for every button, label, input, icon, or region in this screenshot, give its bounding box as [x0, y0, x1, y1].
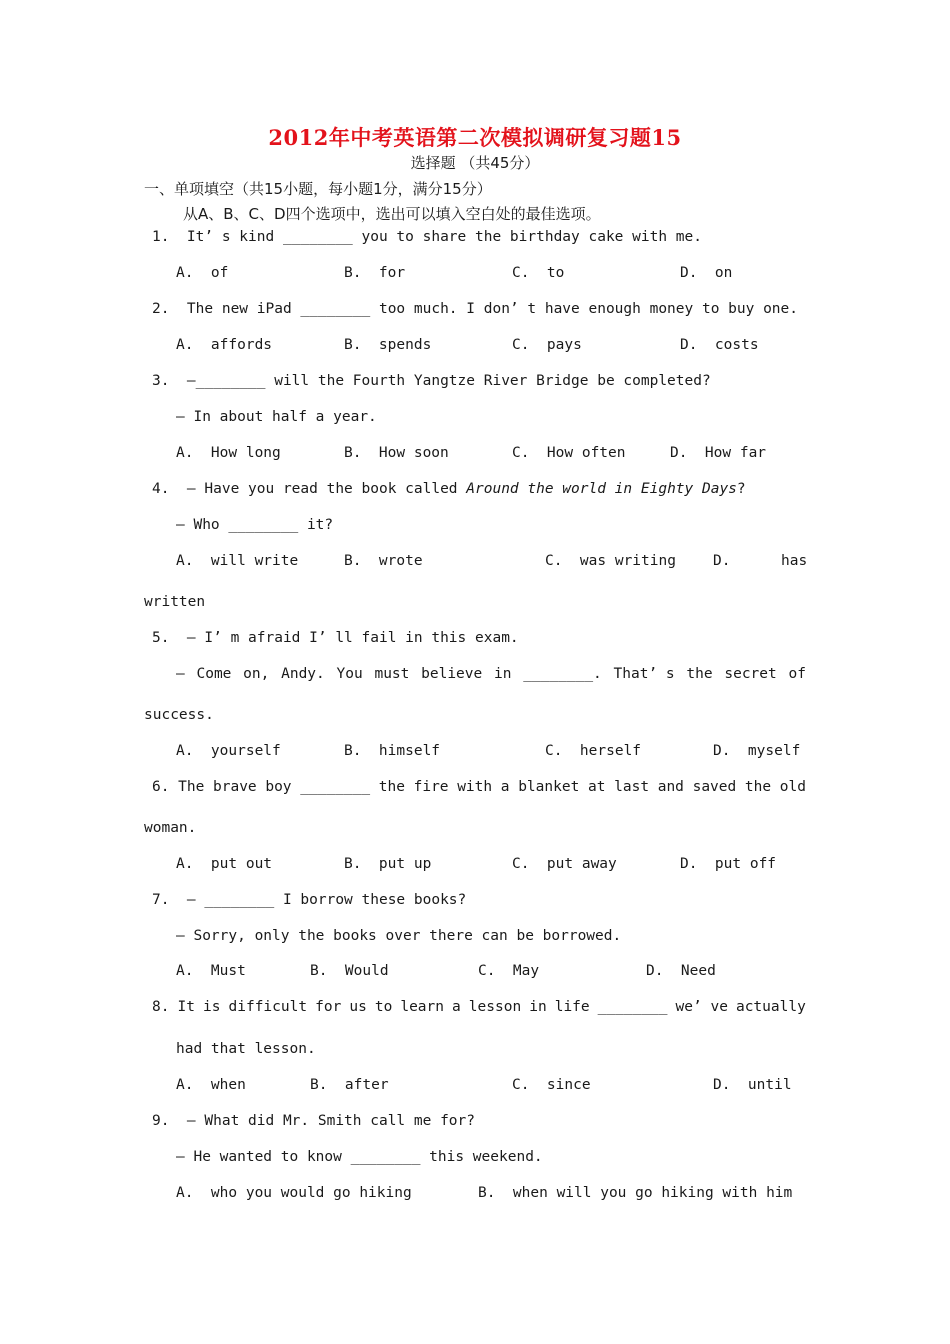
word: learn — [400, 999, 444, 1015]
question-4-stem — [152, 481, 746, 497]
word: ________ — [300, 779, 371, 795]
word: and — [657, 779, 684, 795]
question-3-stem: 3. —________ will the Fourth Yangtze River Bridge be completed? — [152, 373, 711, 389]
question-6-option-a: A. put out — [176, 856, 273, 872]
question-8-option-b: B. after — [310, 1077, 389, 1093]
section-heading: 一、单项填空（共15小题，每小题1分，满分15分） — [144, 180, 492, 198]
question-7-option-b: B. Would — [310, 963, 389, 979]
word: us — [349, 999, 367, 1015]
question-4-book-title: Around the world in Eighty Days — [466, 481, 737, 497]
question-4-overflow: written — [144, 594, 206, 610]
question-3-option-a: A. How long — [176, 445, 281, 461]
question-4-option-b: B. wrote — [344, 553, 423, 569]
page-title: 2012年中考英语第二次模拟调研复习题15 — [268, 125, 682, 150]
word: the — [378, 779, 405, 795]
question-4-stem-suffix: ? — [736, 481, 746, 497]
question-3-option-b: B. How soon — [344, 445, 449, 461]
question-6-option-c: C. put away — [512, 856, 617, 872]
word: You — [336, 666, 363, 682]
word: boy — [265, 779, 292, 795]
word: blanket — [518, 779, 580, 795]
question-4-stem-prefix: 4. — Have you read the book called — [152, 481, 467, 497]
question-5-overflow: success. — [144, 707, 214, 723]
word: of — [788, 666, 806, 682]
question-8-overflow: had that lesson. — [176, 1041, 316, 1057]
question-8-option-c: C. since — [512, 1077, 591, 1093]
question-7-option-c: C. May — [478, 963, 540, 979]
page-subtitle: 选择题 （共45分） — [410, 154, 540, 172]
question-3-reply: — In about half a year. — [176, 409, 377, 425]
word: brave — [213, 779, 257, 795]
word: ________. — [523, 666, 602, 682]
word: we’ ve — [675, 999, 728, 1015]
question-4-reply: — Who ________ it? — [176, 517, 334, 533]
word: in — [494, 666, 512, 682]
word: Come — [196, 666, 232, 682]
word: a — [452, 999, 461, 1015]
word: — — [176, 666, 185, 682]
word: fire — [413, 779, 449, 795]
question-5-reply — [176, 666, 806, 682]
word: The — [178, 779, 205, 795]
question-7-option-d: D. Need — [646, 963, 716, 979]
word: secret — [724, 666, 777, 682]
question-3-option-c: C. How often — [512, 445, 626, 461]
word: It — [177, 999, 195, 1015]
question-4-option-a: A. will write — [176, 553, 299, 569]
question-9-option-b: B. when will you go hiking with him — [478, 1185, 793, 1201]
word: on, — [243, 666, 270, 682]
question-9-reply: — He wanted to know ________ this weekend. — [176, 1149, 543, 1165]
question-5-option-a: A. yourself — [176, 743, 281, 759]
word: 8. — [152, 999, 170, 1015]
word: 6. — [152, 779, 170, 795]
word: a — [500, 779, 510, 795]
question-1-option-b: B. for — [344, 265, 406, 281]
word: is — [203, 999, 221, 1015]
question-5-stem: 5. — I’ m afraid I’ ll fail in this exam. — [152, 630, 519, 646]
word: at — [587, 779, 606, 795]
question-1-stem: 1. It’ s kind ________ you to share the birthday cake with me. — [152, 229, 702, 245]
word: saved — [692, 779, 737, 795]
word: to — [374, 999, 393, 1015]
word: life — [554, 999, 590, 1015]
question-7-stem: 7. — ________ I borrow these books? — [152, 892, 467, 908]
question-4-option-c: C. was writing — [545, 553, 676, 569]
question-6-option-d: D. put off — [680, 856, 777, 872]
question-9-option-a: A. who you would go hiking — [176, 1185, 412, 1201]
question-2-option-a: A. affords — [176, 337, 273, 353]
word: the — [744, 779, 772, 795]
question-8-option-d: D. until — [713, 1077, 792, 1093]
section-instruction: 从A、B、C、D四个选项中，选出可以填入空白处的最佳选项。 — [183, 205, 601, 223]
question-1-option-c: C. to — [512, 265, 565, 281]
word: for — [315, 999, 342, 1015]
question-5-option-d: D. myself — [713, 743, 801, 759]
question-8-stem — [152, 999, 806, 1015]
question-3-option-d: D. How far — [670, 445, 767, 461]
question-7-reply: — Sorry, only the books over there can be borrowed. — [176, 928, 622, 944]
question-1-option-d: D. on — [680, 265, 733, 281]
question-2-option-b: B. spends — [344, 337, 432, 353]
question-6-stem — [152, 779, 806, 795]
word: must — [374, 666, 410, 682]
question-7-option-a: A. Must — [176, 963, 246, 979]
word: difficult — [228, 999, 308, 1015]
question-2-option-d: D. costs — [680, 337, 759, 353]
question-8-option-a: A. when — [176, 1077, 246, 1093]
word: in — [529, 999, 547, 1015]
question-1-option-a: A. of — [176, 265, 229, 281]
question-6-option-b: B. put up — [344, 856, 432, 872]
question-5-option-b: B. himself — [344, 743, 441, 759]
word: actually — [735, 999, 806, 1015]
word: ________ — [597, 999, 668, 1015]
word: the — [686, 666, 713, 682]
word: lesson — [468, 999, 522, 1015]
word: last — [614, 779, 650, 795]
question-4-option-d-text: has — [781, 553, 808, 569]
word: old — [779, 779, 806, 795]
word: with — [457, 779, 493, 795]
word: Andy. — [281, 666, 325, 682]
word: That’ s — [613, 666, 675, 682]
question-2-stem: 2. The new iPad ________ too much. I don’ t have enough money to buy one. — [152, 301, 799, 317]
question-2-option-c: C. pays — [512, 337, 582, 353]
question-5-option-c: C. herself — [545, 743, 642, 759]
question-4-option-d-label: D. — [713, 553, 731, 569]
question-6-overflow: woman. — [144, 820, 197, 836]
question-9-stem: 9. — What did Mr. Smith call me for? — [152, 1113, 476, 1129]
word: believe — [421, 666, 483, 682]
